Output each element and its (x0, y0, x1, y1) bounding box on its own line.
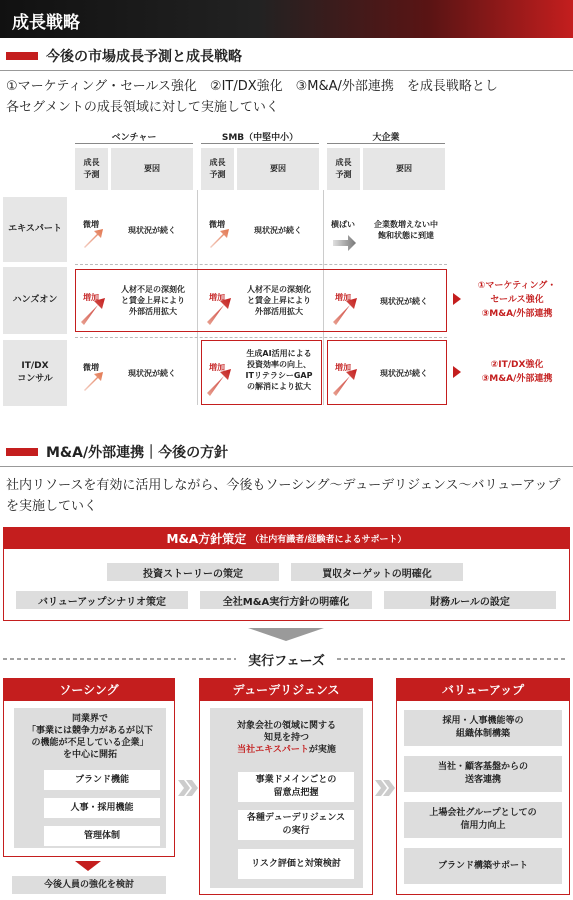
row-label-itdx: IT/DX コンサル (3, 340, 67, 406)
heading-bar (6, 448, 38, 456)
divider (0, 466, 573, 467)
phase-title-due-diligence: デューデリジェンス (199, 678, 373, 700)
strategy-result: ①マーケティング・ セールス強化 ③M&A/外部連携 (477, 281, 557, 319)
result-arrow-icon (453, 293, 461, 305)
trend-label: 微増 (209, 220, 225, 229)
sourcing-item: 人事・採用機能 (44, 798, 160, 818)
intro-line: 各セグメントの成長領域に対して実施していく (6, 100, 279, 115)
chevron-right-icon (178, 780, 198, 796)
policy-item: 財務ルールの設定 (384, 591, 556, 609)
trend-label: 増加 (83, 293, 99, 302)
intro-line: 社内リソースを有効に活用しながら、今後もソーシング〜デューデリジェンス〜バリューアップ (6, 478, 561, 493)
segment-header: SMB（中堅中小） (221, 133, 299, 143)
subheader-growth: 成長 予測 (327, 148, 360, 190)
down-arrow-icon (75, 861, 101, 871)
policy-subtitle: （社内有識者/経験者によるサポート） (250, 534, 407, 545)
up-dark-arrow-icon (207, 369, 231, 396)
dd-item: 各種デューデリジェンス の実行 (238, 810, 354, 840)
factor-text: 現状況が続く (380, 369, 428, 378)
policy-item: 全社M&A実行方針の明確化 (200, 591, 372, 609)
trend-label: 微増 (83, 220, 99, 229)
factor-text: 現状況が続く (128, 369, 176, 378)
up-dark-arrow-icon (333, 369, 357, 396)
intro-line: ①マーケティング・セールス強化 ②IT/DX強化 ③M&A/外部連携 を成長戦略とし (6, 79, 498, 94)
factor-text: 人材不足の深刻化 と賃金上昇により 外部活用拡大 (247, 285, 311, 316)
policy-item: 投資ストーリーの策定 (107, 563, 279, 581)
value-up-item: 採用・人事機能等の 組織体制構築 (404, 710, 562, 746)
phase-title-sourcing: ソーシング (3, 678, 175, 700)
sourcing-item: 管理体制 (44, 826, 160, 846)
sourcing-footer: 今後人員の強化を検討 (12, 876, 166, 894)
intro-text (6, 475, 561, 517)
subheader-factor: 要因 (363, 148, 445, 190)
trend-label: 微増 (83, 363, 99, 372)
phase-label: 実行フェーズ (248, 654, 325, 669)
page-title: 成長戦略 (12, 13, 80, 33)
intro-line: を実施していく (6, 499, 98, 514)
policy-item: 買収ターゲットの明確化 (291, 563, 463, 581)
policy-item: バリューアップシナリオ策定 (16, 591, 188, 609)
subheader-factor: 要因 (111, 148, 193, 190)
strategy-result: ②IT/DX強化 ③M&A/外部連携 (481, 360, 553, 384)
factor-text: 企業数増えない中 飽和状態に到達 (374, 220, 438, 240)
sourcing-intro: 同業界で 「事業には競争力があるが以下 の機能が不足している企業」 を中心に開拓 (26, 714, 153, 760)
dd-item: リスク評価と対策検討 (238, 849, 354, 879)
factor-text: 生成AI活用による 投資効率の向上、 ITリテラシーGAP の解消により拡大 (245, 349, 313, 391)
segment-header: ベンチャー (111, 133, 157, 143)
up-light-arrow-icon (84, 229, 103, 248)
factor-text: 人材不足の深刻化 と賃金上昇により 外部活用拡大 (121, 285, 185, 316)
policy-title: M&A方針策定 (166, 531, 247, 546)
phase-title-value-up: バリューアップ (396, 678, 570, 700)
policy-header (3, 527, 570, 549)
chevron-right-icon (375, 780, 395, 796)
factor-text: 現状況が続く (254, 226, 302, 235)
value-up-item: 当社・顧客基盤からの 送客連携 (404, 756, 562, 792)
trend-label: 増加 (335, 293, 351, 302)
value-up-item: ブランド構築サポート (404, 848, 562, 884)
trend-label: 増加 (335, 363, 351, 372)
policy-box (3, 549, 570, 621)
up-light-arrow-icon (210, 229, 229, 248)
sourcing-item: ブランド機能 (44, 770, 160, 790)
subheader-growth: 成長 予測 (201, 148, 234, 190)
segment-header: 大企業 (372, 133, 400, 143)
dd-item: 事業ドメインごとの 留意点把握 (238, 772, 354, 802)
subheader-factor: 要因 (237, 148, 319, 190)
down-arrow-icon (248, 628, 324, 641)
trend-label: 増加 (209, 293, 225, 302)
trend-label: 横ばい (331, 220, 355, 229)
section-title: 今後の市場成長予測と成長戦略 (46, 49, 242, 65)
trend-label: 増加 (209, 363, 225, 372)
value-up-item: 上場会社グループとしての 信用力向上 (404, 802, 562, 838)
section-heading-ma (6, 442, 228, 462)
result-arrow-icon (453, 366, 461, 378)
row-label-expert: エキスパート (3, 197, 67, 262)
dd-intro: 対象会社の領域に関する 知見を持つ 当社エキスパートが実施 (236, 721, 336, 755)
subheader-growth: 成長 予測 (75, 148, 108, 190)
factor-text: 現状況が続く (380, 297, 428, 306)
section-title: M&A/外部連携｜今後の方針 (46, 445, 229, 461)
flat-arrow-icon (333, 235, 356, 251)
row-label-handson: ハンズオン (3, 267, 67, 334)
up-light-arrow-icon (84, 372, 103, 391)
factor-text: 現状況が続く (128, 226, 176, 235)
